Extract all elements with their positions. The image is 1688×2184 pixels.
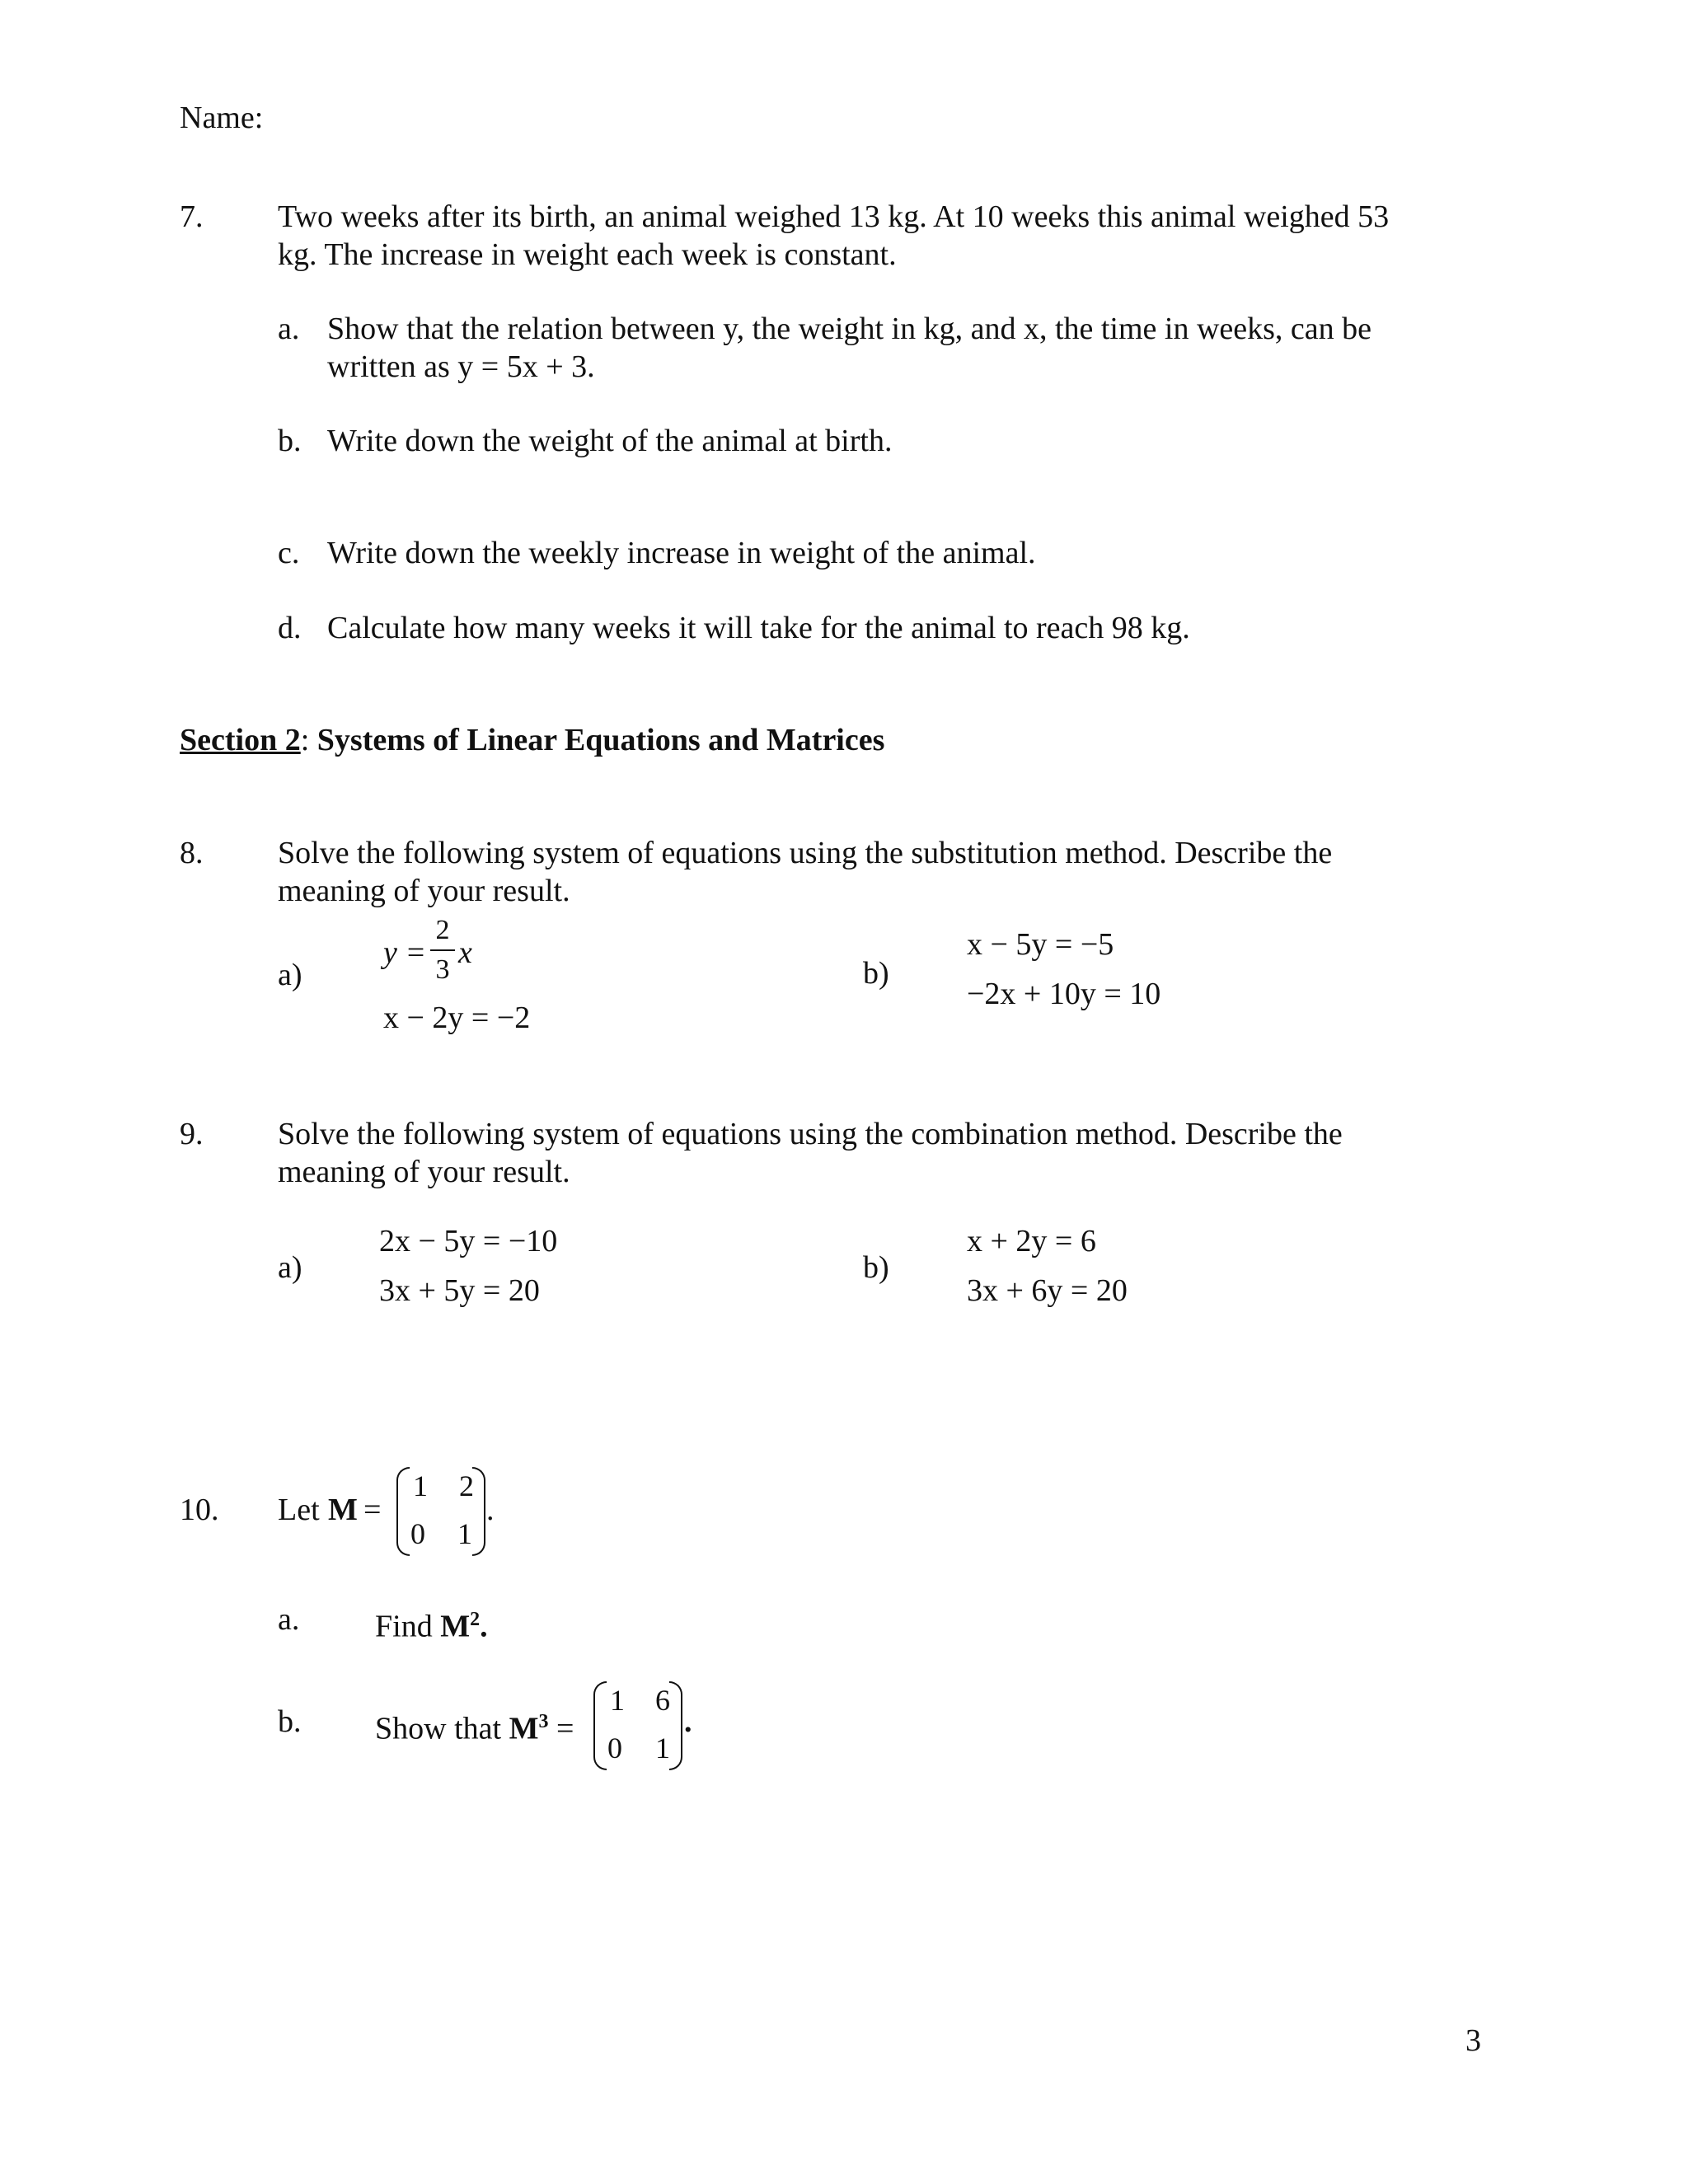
matrix-name-M: M xyxy=(328,1493,358,1527)
matrix-m3-right-paren xyxy=(669,1681,682,1770)
equals-sign: = xyxy=(363,1493,382,1527)
matrix-M-cell-12: 2 xyxy=(459,1469,474,1502)
question-8-stem-line1: Solve the following system of equations using the substitution method. Describe the xyxy=(278,836,1333,870)
question-10a-exponent: 2 xyxy=(470,1609,481,1630)
question-10a-text xyxy=(375,1601,488,1646)
question-8a-eq1-lhs: y = xyxy=(383,935,427,970)
question-9b-eq1: x + 2y = 6 xyxy=(967,1224,1096,1258)
question-8b-label: b) xyxy=(863,956,889,991)
question-8a-label: a) xyxy=(278,958,302,992)
question-10-let: Let xyxy=(278,1493,320,1527)
question-7d-label: d. xyxy=(278,611,302,645)
question-10a-M: M xyxy=(440,1609,471,1644)
question-8a-eq1-numerator: 2 xyxy=(435,915,450,945)
matrix-M3-cell-12: 6 xyxy=(655,1684,670,1717)
matrix-right-paren xyxy=(472,1467,485,1556)
question-10a-period: . xyxy=(480,1609,488,1644)
question-8a-eq1-var: x xyxy=(458,935,472,970)
question-10b-show: Show that xyxy=(375,1711,502,1746)
question-7-stem-line2: kg. The increase in weight each week is constant. xyxy=(278,237,897,272)
question-8b-eq1: x − 5y = −5 xyxy=(967,927,1114,962)
question-10a-label: a. xyxy=(278,1602,300,1637)
matrix-m3-left-paren xyxy=(593,1681,607,1770)
question-7a-line2: written as y = 5x + 3. xyxy=(327,349,595,384)
matrix-M3-cell-22: 1 xyxy=(655,1732,670,1765)
question-7b-text: Write down the weight of the animal at birth. xyxy=(327,424,893,458)
section-colon: : xyxy=(300,723,310,757)
matrix-left-paren xyxy=(396,1467,410,1556)
fraction-bar xyxy=(430,949,455,951)
matrix-m3-period: . xyxy=(684,1704,692,1739)
question-10b-exponent: 3 xyxy=(538,1711,549,1732)
matrix-M-cell-22: 1 xyxy=(457,1517,472,1550)
question-8-stem-line2: meaning of your result. xyxy=(278,874,570,908)
question-7b-label: b. xyxy=(278,424,302,458)
question-10b-M: M xyxy=(509,1711,539,1746)
question-10-number: 10. xyxy=(180,1493,219,1527)
question-10b-equals: = xyxy=(556,1711,574,1746)
question-9a-label: a) xyxy=(278,1250,302,1285)
question-10b-label: b. xyxy=(278,1704,302,1739)
question-8a-eq1-denominator: 3 xyxy=(435,954,450,985)
question-9-number: 9. xyxy=(180,1117,204,1151)
question-7-number: 7. xyxy=(180,199,204,234)
question-7d-text: Calculate how many weeks it will take for the animal to reach 98 kg. xyxy=(327,611,1190,645)
matrix-M3-cell-11: 1 xyxy=(610,1684,625,1717)
question-9-stem-line1: Solve the following system of equations using the combination method. Describe the xyxy=(278,1117,1343,1151)
matrix-M-cell-21: 0 xyxy=(410,1517,425,1550)
question-9b-eq2: 3x + 6y = 20 xyxy=(967,1273,1128,1308)
question-9a-eq2: 3x + 5y = 20 xyxy=(379,1273,540,1308)
question-10b-text xyxy=(375,1703,574,1748)
name-label: Name: xyxy=(180,101,264,135)
question-7c-text: Write down the weekly increase in weight of the animal. xyxy=(327,536,1036,570)
question-9b-label: b) xyxy=(863,1250,889,1285)
question-7c-label: c. xyxy=(278,536,300,570)
question-10a-find: Find xyxy=(375,1609,433,1644)
question-7a-line1: Show that the relation between y, the weight in kg, and x, the time in weeks, can be xyxy=(327,312,1372,346)
matrix-M-cell-11: 1 xyxy=(413,1469,428,1502)
question-7a-label: a. xyxy=(278,312,300,346)
question-8-number: 8. xyxy=(180,836,204,870)
page-number: 3 xyxy=(1465,2023,1481,2058)
question-8b-eq2: −2x + 10y = 10 xyxy=(967,977,1161,1011)
question-8a-eq2: x − 2y = −2 xyxy=(383,1001,531,1035)
section-heading xyxy=(180,721,884,759)
matrix-M3-cell-21: 0 xyxy=(607,1732,622,1765)
matrix-period: . xyxy=(486,1493,495,1527)
section-label: Section 2 xyxy=(180,723,301,757)
question-7-stem-line1: Two weeks after its birth, an animal weighed 13 kg. At 10 weeks this animal weighed 53 xyxy=(278,199,1390,234)
question-9-stem-line2: meaning of your result. xyxy=(278,1155,570,1189)
section-title: Systems of Linear Equations and Matrices xyxy=(316,723,885,757)
question-9a-eq1: 2x − 5y = −10 xyxy=(379,1224,558,1258)
